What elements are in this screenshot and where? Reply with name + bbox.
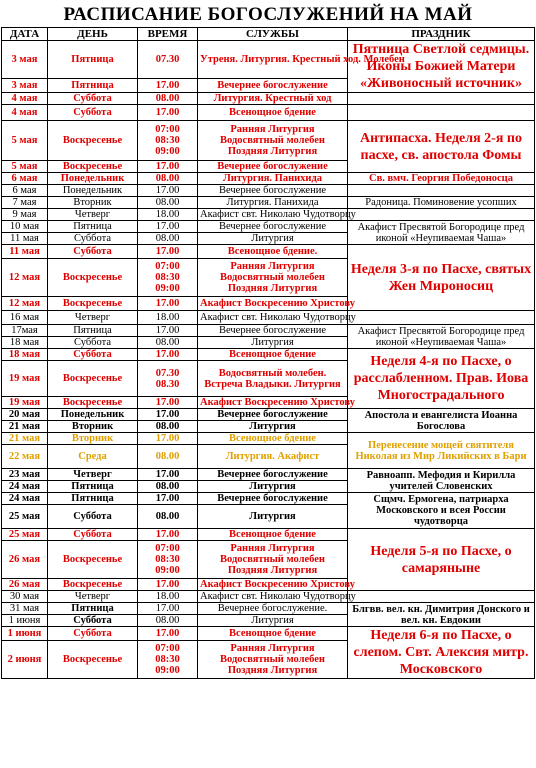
row-day: Суббота [48,349,138,361]
table-row [2,185,535,197]
row-feast: Акафист Пресвятой Богородице пред иконой «Неупиваемая Чаша» [348,221,535,245]
schedule-body [2,41,535,679]
row-date: 3 мая [2,79,48,93]
table-row [2,121,535,161]
row-date: 26 мая [2,579,48,591]
row-day: Воскресенье [48,641,138,679]
row-time: 07:00 08:30 09:00 [138,121,198,161]
row-time: 08.00 [138,233,198,245]
row-feast: Апостола и евангелиста Иоанна Богослова [348,409,535,433]
row-service: Литургия [198,505,348,529]
row-date: 11 мая [2,233,48,245]
table-row [2,627,535,641]
row-date: 24 мая [2,481,48,493]
row-time: 07:00 08:30 09:00 [138,541,198,579]
row-time: 08.00 [138,481,198,493]
row-day: Среда [48,445,138,469]
row-day: Суббота [48,505,138,529]
row-day: Воскресенье [48,161,138,173]
table-row [2,493,535,505]
row-service: Вечернее богослужение [198,325,348,337]
row-service: Вечернее богослужение [198,493,348,505]
row-day: Суббота [48,233,138,245]
row-feast: Акафист Пресвятой Богородице пред иконой «Неупиваемая Чаша» [348,325,535,349]
row-day: Суббота [48,615,138,627]
row-service: Вечернее богослужение. [198,603,348,615]
table-row [2,529,535,541]
table-row [2,349,535,361]
row-day: Понедельник [48,409,138,421]
row-service: Акафист свт. Николаю Чудотворцу [198,591,348,603]
row-service: Вечернее богослужение [198,409,348,421]
row-time: 17.00 [138,297,198,311]
row-day: Пятница [48,603,138,615]
row-service: Всенощное бдение [198,349,348,361]
row-date: 24 мая [2,493,48,505]
header-row [2,28,535,41]
row-day: Вторник [48,421,138,433]
row-day: Суббота [48,245,138,259]
row-time: 07:00 08:30 09:00 [138,641,198,679]
row-service: Ранняя Литургия Водосвятный молебен Поздняя Литургия [198,541,348,579]
row-feast [348,93,535,105]
row-service: Всенощное бдение. [198,245,348,259]
row-time: 17.00 [138,469,198,481]
row-date: 9 мая [2,209,48,221]
row-feast: Неделя 5-я по Пасхе, о самаряныне [348,529,535,591]
row-date: 18 мая [2,349,48,361]
row-time: 07:00 08:30 09:00 [138,259,198,297]
row-day: Воскресенье [48,361,138,397]
row-time: 17.00 [138,79,198,93]
row-service: Ранняя Литургия Водосвятный молебен Поздняя Литургия [198,121,348,161]
table-row [2,209,535,221]
row-service: Акафист Воскресению Христову [198,579,348,591]
row-time: 08.00 [138,173,198,185]
row-date: 21 мая [2,433,48,445]
row-feast [348,591,535,603]
row-feast: Сщмч. Ермогена, патриарха Московского и всея России чудотворца [348,493,535,529]
row-date: 25 мая [2,529,48,541]
row-day: Пятница [48,493,138,505]
row-time: 17.00 [138,161,198,173]
row-service: Акафист свт. Николаю Чудотворцу [198,311,348,325]
row-service: Литургия [198,421,348,433]
row-day: Суббота [48,105,138,121]
row-time: 17.00 [138,529,198,541]
row-service: Всенощное бдение [198,105,348,121]
row-day: Суббота [48,93,138,105]
row-date: 6 мая [2,185,48,197]
table-row [2,325,535,337]
row-feast [348,311,535,325]
table-row [2,197,535,209]
header-feast: ПРАЗДНИК [348,28,535,41]
row-date: 6 мая [2,173,48,185]
row-time: 17.00 [138,603,198,615]
row-day: Понедельник [48,185,138,197]
row-service: Акафист Воскресению Христову [198,397,348,409]
row-time: 08.00 [138,615,198,627]
row-date: 19 мая [2,397,48,409]
row-date: 5 мая [2,121,48,161]
row-date: 4 мая [2,93,48,105]
row-date: 23 мая [2,469,48,481]
row-date: 10 мая [2,221,48,233]
row-time: 17.00 [138,221,198,233]
row-date: 11 мая [2,245,48,259]
row-date: 5 мая [2,161,48,173]
table-row [2,311,535,325]
row-service: Всенощное бдение [198,529,348,541]
row-time: 07.30 [138,41,198,79]
page-title: РАСПИСАНИЕ БОГОСЛУЖЕНИЙ НА МАЙ [63,4,473,25]
row-time: 17.00 [138,627,198,641]
row-feast: Антипасха. Неделя 2-я по пасхе, св. апостола Фомы [348,121,535,173]
row-service: Литургия [198,615,348,627]
row-service: Всенощное бдение [198,627,348,641]
table-row [2,105,535,121]
row-time: 07.30 08.30 [138,361,198,397]
row-day: Суббота [48,627,138,641]
row-date: 20 мая [2,409,48,421]
row-day: Пятница [48,221,138,233]
row-day: Воскресенье [48,579,138,591]
row-service: Литургия. Панихида [198,173,348,185]
row-time: 18.00 [138,311,198,325]
row-date: 22 мая [2,445,48,469]
row-time: 18.00 [138,591,198,603]
table-row [2,221,535,233]
table-row [2,245,535,259]
row-day: Суббота [48,529,138,541]
row-date: 4 мая [2,105,48,121]
row-service: Ранняя Литургия Водосвятный молебен Поздняя Литургия [198,259,348,297]
row-date: 12 мая [2,297,48,311]
row-feast: Пятница Светлой седмицы. Иконы Божией Матери «Живоносный источник» [348,41,535,93]
header-day: ДЕНЬ [48,28,138,41]
row-service: Литургия. Крестный ход [198,93,348,105]
row-day: Воскресенье [48,397,138,409]
row-date: 21 мая [2,421,48,433]
row-day: Пятница [48,325,138,337]
table-row [2,93,535,105]
row-service: Вечернее богослужение [198,469,348,481]
table-row [2,173,535,185]
row-feast [348,209,535,221]
row-date: 25 мая [2,505,48,529]
row-date: 26 мая [2,541,48,579]
header-time: ВРЕМЯ [138,28,198,41]
row-date: 3 мая [2,41,48,79]
row-date: 19 мая [2,361,48,397]
row-service: Ранняя Литургия Водосвятный молебен Поздняя Литургия [198,641,348,679]
row-feast: Перенесение мощей святителя Николая из Мир Ликийских в Бари [348,433,535,469]
row-time: 17.00 [138,245,198,259]
row-time: 08.00 [138,337,198,349]
row-service: Утреня. Литургия. Крестный ход. Молебен [198,41,348,79]
row-day: Воскресенье [48,121,138,161]
row-service: Акафист Воскресению Христову [198,297,348,311]
row-date: 30 мая [2,591,48,603]
row-time: 17.00 [138,325,198,337]
table-row [2,41,535,79]
row-service: Вечернее богослужение [198,161,348,173]
row-time: 08.00 [138,93,198,105]
row-date: 1 июня [2,615,48,627]
row-service: Вечернее богослужение [198,79,348,93]
row-day: Суббота [48,337,138,349]
row-service: Литургия. Акафист [198,445,348,469]
row-time: 08.00 [138,505,198,529]
row-day: Пятница [48,79,138,93]
row-date: 7 мая [2,197,48,209]
row-service: Всенощное бдение [198,433,348,445]
row-time: 17.00 [138,493,198,505]
header-date: ДАТА [2,28,48,41]
row-service: Литургия [198,233,348,245]
row-service: Литургия [198,337,348,349]
row-day: Вторник [48,197,138,209]
row-date: 16 мая [2,311,48,325]
row-service: Вечернее богослужение [198,185,348,197]
row-feast: Неделя 4-я по Пасхе, о расслабленном. Прав. Иова Многострадального [348,349,535,409]
row-feast: Блгвв. вел. кн. Димитрия Донского и вел. кн. Евдокии [348,603,535,627]
table-row [2,469,535,481]
row-time: 17.00 [138,105,198,121]
row-date: 2 июня [2,641,48,679]
row-time: 18.00 [138,209,198,221]
row-feast: Неделя 6-я по Пасхе, о слепом. Свт. Алексия митр. Московского [348,627,535,679]
row-service: Вечернее богослужение [198,221,348,233]
row-feast: Неделя 3-я по Пасхе, святых Жен Мироносиц [348,245,535,311]
row-date: 18 мая [2,337,48,349]
row-date: 31 мая [2,603,48,615]
row-time: 17.00 [138,409,198,421]
header-services: СЛУЖБЫ [198,28,348,41]
row-time: 08.00 [138,421,198,433]
row-day: Четверг [48,469,138,481]
row-time: 08.00 [138,445,198,469]
row-date: 12 мая [2,259,48,297]
row-feast [348,185,535,197]
table-row [2,409,535,421]
row-time: 17.00 [138,579,198,591]
table-row [2,433,535,445]
row-day: Четверг [48,209,138,221]
row-feast [348,105,535,121]
row-day: Воскресенье [48,297,138,311]
row-day: Четверг [48,311,138,325]
row-day: Воскресенье [48,541,138,579]
row-time: 17.00 [138,397,198,409]
row-time: 17.00 [138,349,198,361]
row-time: 08.00 [138,197,198,209]
row-feast: Св. вмч. Георгия Победоносца [348,173,535,185]
row-day: Пятница [48,481,138,493]
row-day: Понедельник [48,173,138,185]
row-service: Литургия [198,481,348,493]
row-day: Воскресенье [48,259,138,297]
row-service: Литургия. Панихида [198,197,348,209]
row-day: Четверг [48,591,138,603]
row-service: Акафист свт. Николаю Чудотворцу [198,209,348,221]
schedule-table [1,27,535,679]
row-service: Водосвятный молебен. Встреча Владыки. Литургия [198,361,348,397]
row-time: 17.00 [138,185,198,197]
row-date: 17мая [2,325,48,337]
table-row [2,591,535,603]
row-time: 17.00 [138,433,198,445]
row-feast: Равноапп. Мефодия и Кирилла учителей Словенских [348,469,535,493]
row-day: Пятница [48,41,138,79]
row-feast: Радоница. Поминовение усопших [348,197,535,209]
table-row [2,603,535,615]
row-day: Вторник [48,433,138,445]
row-date: 1 июня [2,627,48,641]
